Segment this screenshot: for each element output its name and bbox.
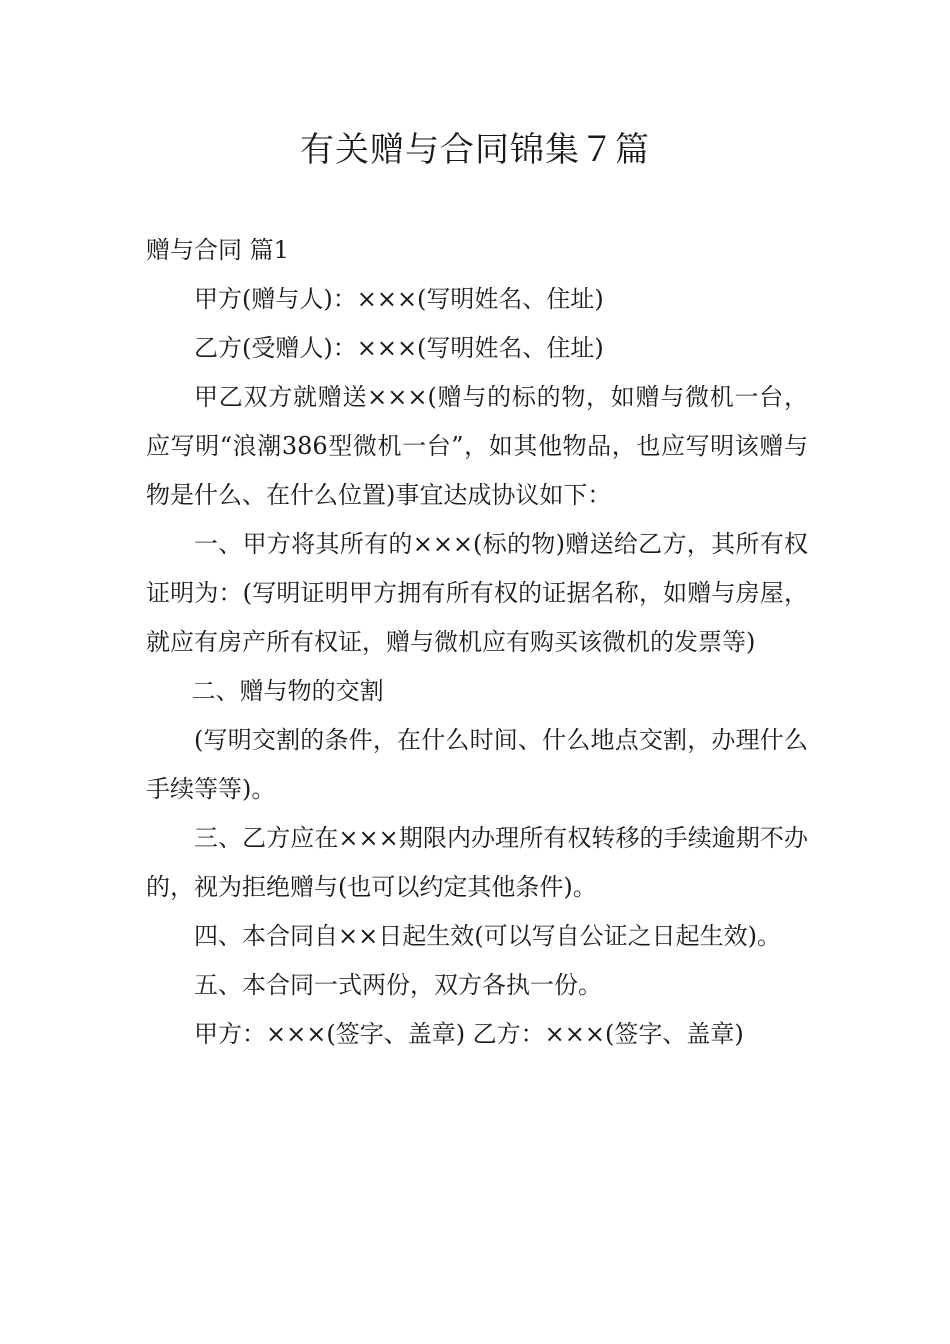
clause-1-paragraph: 一、甲方将其所有的×××(标的物)赠送给乙方，其所有权证明为：(写明证明甲方拥有所有权的证据名称，如赠与房屋，就应有房产所有权证，赠与微机应有购买该微机的发票等): [146, 530, 808, 656]
clause-3-paragraph: 三、乙方应在×××期限内办理所有权转移的手续逾期不办的，视为拒绝赠与(也可以约定其他条件)。: [146, 824, 808, 901]
document-title: 有关赠与合同锦集７篇: [300, 130, 650, 170]
clause-4-paragraph: 四、本合同自××日起生效(可以写自公证之日起生效)。: [194, 922, 781, 950]
party-a-line: 甲方(赠与人)：×××(写明姓名、住址): [194, 285, 604, 313]
signature-line: 甲方：×××(签字、盖章) 乙方：×××(签字、盖章): [194, 1020, 744, 1048]
document-body: [146, 226, 808, 1059]
clause-2-heading: 二、赠与物的交割: [191, 677, 384, 705]
agreement-intro-paragraph: 甲乙双方就赠送×××(赠与的标的物，如赠与微机一台，应写明“浪潮386型微机一台”，如其他物品，也应写明该赠与物是什么、在什么位置)事宜达成协议如下：: [146, 383, 808, 509]
clause-5-paragraph: 五、本合同一式两份，双方各执一份。: [194, 971, 602, 999]
clause-2-paragraph: (写明交割的条件，在什么时间、什么地点交割，办理什么手续等等)。: [146, 726, 808, 803]
party-b-line: 乙方(受赠人)：×××(写明姓名、住址): [194, 334, 604, 362]
section-heading: 赠与合同 篇1: [146, 236, 289, 264]
